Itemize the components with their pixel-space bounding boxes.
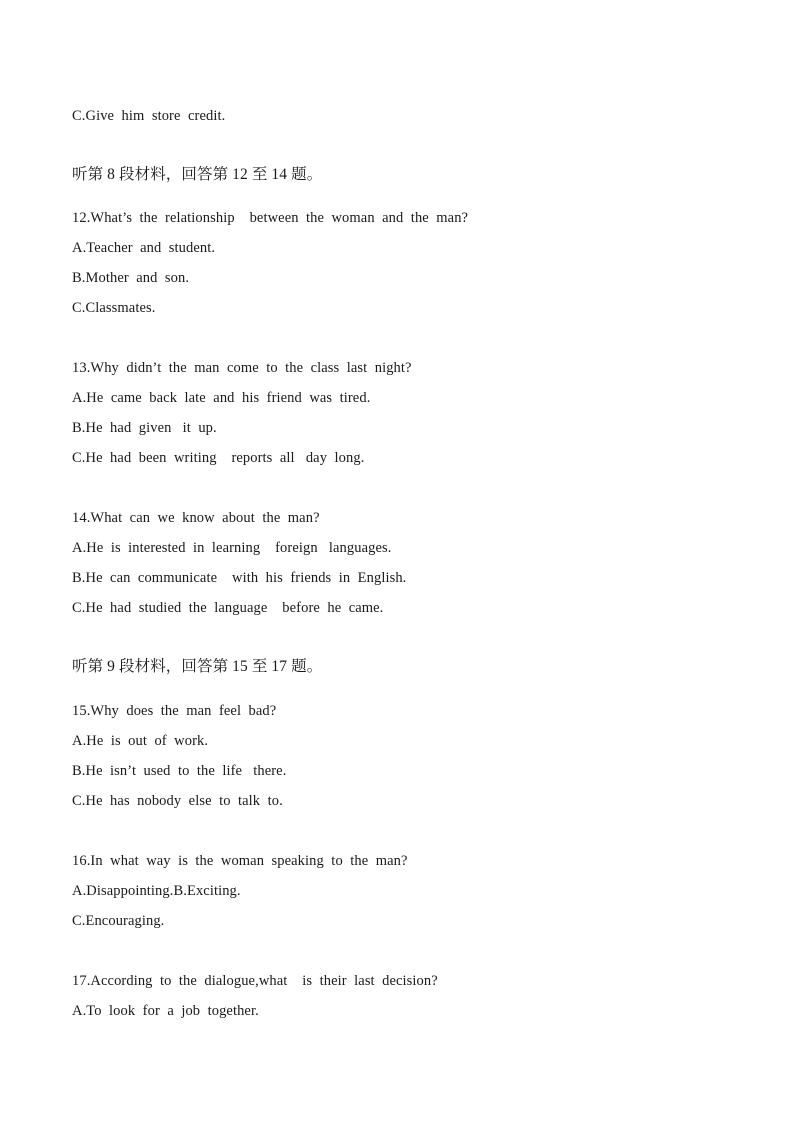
question-16-options-a-b: A.Disappointing.B.Exciting. (72, 883, 241, 899)
question-14-option-a: A.He is interested in learning foreign languages. (72, 540, 392, 556)
question-15-option-c: C.He has nobody else to talk to. (72, 793, 283, 809)
question-14-stem: 14.What can we know about the man? (72, 510, 320, 526)
question-16-option-c: C.Encouraging. (72, 913, 165, 929)
question-15-option-b: B.He isn’t used to the life there. (72, 763, 287, 779)
question-15-option-a: A.He is out of work. (72, 733, 209, 749)
question-12-option-b: B.Mother and son. (72, 270, 190, 286)
question-17-option-a: A.To look for a job together. (72, 1003, 259, 1019)
question-17-stem: 17.According to the dialogue,what is their last decision? (72, 973, 438, 989)
section-9-heading: 听第 9 段材料，回答第 15 至 17 题。 (72, 658, 323, 675)
option-c-q11: C.Give him store credit. (72, 108, 226, 124)
question-14-option-c: C.He had studied the language before he came. (72, 600, 384, 616)
question-13-option-b: B.He had given it up. (72, 420, 217, 436)
question-12-option-a: A.Teacher and student. (72, 240, 216, 256)
question-12-stem: 12.What’s the relationship between the woman and the man? (72, 210, 469, 226)
question-15-stem: 15.Why does the man feel bad? (72, 703, 277, 719)
section-8-heading: 听第 8 段材料，回答第 12 至 14 题。 (72, 166, 323, 183)
question-13-option-a: A.He came back late and his friend was tired. (72, 390, 371, 406)
question-14-option-b: B.He can communicate with his friends in English. (72, 570, 407, 586)
question-13-option-c: C.He had been writing reports all day long. (72, 450, 365, 466)
question-13-stem: 13.Why didn’t the man come to the class last night? (72, 360, 412, 376)
question-12-option-c: C.Classmates. (72, 300, 156, 316)
question-16-stem: 16.In what way is the woman speaking to the man? (72, 853, 408, 869)
